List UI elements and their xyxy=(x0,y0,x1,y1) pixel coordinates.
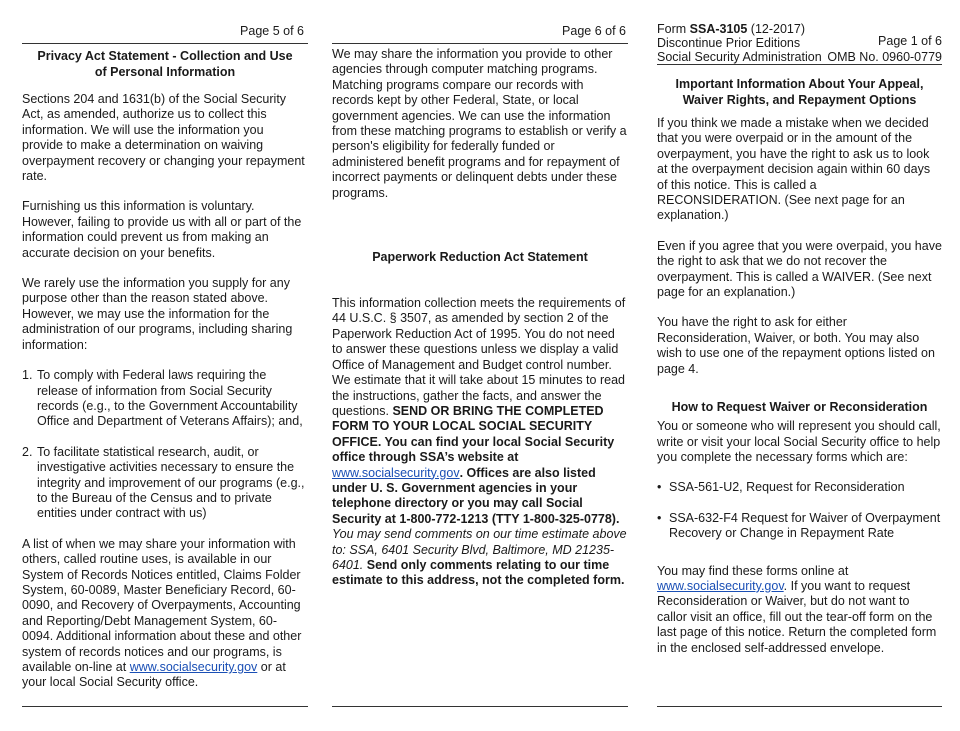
page-number: Page 5 of 6 xyxy=(240,24,304,38)
offices-listed-text: . Offices are also listed under U. S. Government agencies in your telephone directory or you may call Social Security at 1-800-772-1213 (TTY 1-800-325-0778). xyxy=(332,465,620,526)
list-item-number: 1. xyxy=(22,368,33,383)
socialsecurity-link[interactable]: www.socialsecurity.gov xyxy=(129,660,258,674)
privacy-paragraph-2: Furnishing us this information is voluntary. However, failing to provide us with all or part of the information could prevent us from making an accurate decision on your benefits. xyxy=(22,199,302,260)
form-ssa-561: SSA-561-U2, Request for Reconsideration xyxy=(669,480,905,495)
forms-online-text: You may find these forms online at xyxy=(657,563,849,578)
list-item-text: To facilitate statistical research, audit, or investigative activities necessary to ensure the integrity and improvement of our programs (e.g., to the Bureau of the Census and to private entities under contract with us) xyxy=(37,444,305,521)
privacy-paragraph-1: Sections 204 and 1631(b) of the Social Security Act, as amended, authorize us to collect this information. We will use the information you provide to make a determination on waiving overpayment recovery or changing your repayment rate. xyxy=(22,92,305,184)
page-number: Page 1 of 6 xyxy=(878,34,942,48)
reconsideration-paragraph: If you think we made a mistake when we decided that you were overpaid or in the amount of the overpayment, you have the right to ask us to look at the overpayment decision again within 60 days of this notice. This is called a RECONSIDERATION. (See next page for an explanation.) xyxy=(657,116,931,223)
column-page-5 xyxy=(22,0,308,691)
discontinue-note: Discontinue Prior Editions xyxy=(657,36,801,50)
socialsecurity-link[interactable]: www.socialsecurity.gov xyxy=(657,578,784,593)
how-to-request-title: How to Request Waiver or Reconsideration xyxy=(671,400,928,415)
footer-rule xyxy=(657,706,942,707)
paperwork-reduction-title: Paperwork Reduction Act Statement xyxy=(372,250,588,265)
important-info-title: Important Information About Your Appeal, Waiver Rights, and Repayment Options xyxy=(675,77,924,107)
comments-address-text: You may send comments on our time estimate above to: SSA, 6401 Security Blvd, Baltimore, MD 21235-6401. xyxy=(332,527,627,572)
list-item-text: To comply with Federal laws requiring the release of information from Social Security records (e.g., to the Government Accountability Office and Department of Veterans Affairs); and, xyxy=(37,368,303,429)
paperwork-text: This information collection meets the requirements of 44 U.S.C. § 3507, as amended by section 2 of the Paperwork Reduction Act of 1995. You do not need to answer these questions unless we display a valid Office of Management and Budget control number. We estimate that it will take about 15 minutes to read the instructions, gather the facts, and answer the questions. xyxy=(332,296,626,418)
form-ssa-632: SSA-632-F4 Request for Waiver of Overpayment Recovery or Change in Repayment Rate xyxy=(669,510,941,541)
header-rule xyxy=(657,64,942,65)
footer-rule xyxy=(332,706,628,707)
form-prefix: Form xyxy=(657,22,690,36)
page-number: Page 6 of 6 xyxy=(562,24,626,38)
header-rule xyxy=(22,43,308,44)
column-page-6 xyxy=(332,0,628,589)
represent-paragraph: You or someone who will represent you should call, write or visit your local Social Security office to help you complete the necessary forms which are: xyxy=(657,419,941,464)
send-form-instruction: SEND OR BRING THE COMPLETED FORM TO YOUR LOCAL SOCIAL SECURITY OFFICE. You can find your local Social Security office through SSA’s website at xyxy=(332,403,615,465)
routine-uses-paragraph xyxy=(22,537,308,691)
socialsecurity-link[interactable]: www.socialsecurity.gov xyxy=(332,465,460,480)
forms-online-paragraph xyxy=(657,564,942,656)
form-date: (12-2017) xyxy=(747,22,806,36)
column-page-1 xyxy=(657,0,942,656)
footer-rule xyxy=(22,706,308,707)
paperwork-paragraph xyxy=(332,296,628,589)
form-header xyxy=(657,0,942,62)
list-item-number: 2. xyxy=(22,444,33,459)
comments-only-text: Send only comments relating to our time estimate to this address, not the completed form. xyxy=(332,557,625,588)
routine-uses-tail: or at your local Social Security office. xyxy=(22,660,286,690)
privacy-act-title: Privacy Act Statement - Collection and Use of Personal Information xyxy=(37,49,293,79)
bullet-dot: • xyxy=(657,480,662,495)
form-number: SSA-3105 xyxy=(689,22,748,36)
list-item xyxy=(657,511,942,542)
list-item xyxy=(657,480,942,495)
agency-name: Social Security Administration xyxy=(657,50,822,64)
both-options-paragraph: You have the right to ask for either Reconsideration, Waiver, or both. You may also wish to use one of the repayment options listed on page 4. xyxy=(657,315,935,376)
matching-programs-paragraph: We may share the information you provide to other agencies through computer matching programs. Matching programs compare our records with records kept by other Federal, State, or local government agencies. We can use the information from these matching programs to establish or verify a person's eligibility for federally funded or administered benefit programs and for repayment of incorrect payments or delinquent debts under these programs. xyxy=(332,47,627,200)
privacy-paragraph-3: We rarely use the information you supply for any purpose other than the reason stated above. However, we may use the information for the administration of our programs, including sharing information: xyxy=(22,276,293,352)
list-item xyxy=(22,445,308,522)
bullet-dot: • xyxy=(657,510,662,525)
routine-uses-text: A list of when we may share your information with others, called routine uses, is available in our System of Records Notices entitled, Claims Folder System, 60-0089, Master Beneficiary Record, 60-0090, and Recovery of Overpayments, Accounting and Reporting/Debt Management System, 60-0094. Additional information about these and other system of records notices and our programs, is available on-line at xyxy=(22,536,302,674)
header-rule xyxy=(332,43,628,44)
forms-online-tail: . If you want to request Reconsideration or Waiver, but do not want to callor visit an office, fill out the tear-off form on the last page of this notice. Return the completed form in the enclosed self-addressed envelope. xyxy=(657,578,937,655)
omb-number: OMB No. 0960-0779 xyxy=(827,50,942,64)
waiver-paragraph: Even if you agree that you were overpaid, you have the right to ask that we do not recover the overpayment. This is called a WAIVER. (See next page for an explanation.) xyxy=(657,238,942,300)
list-item xyxy=(22,368,308,430)
